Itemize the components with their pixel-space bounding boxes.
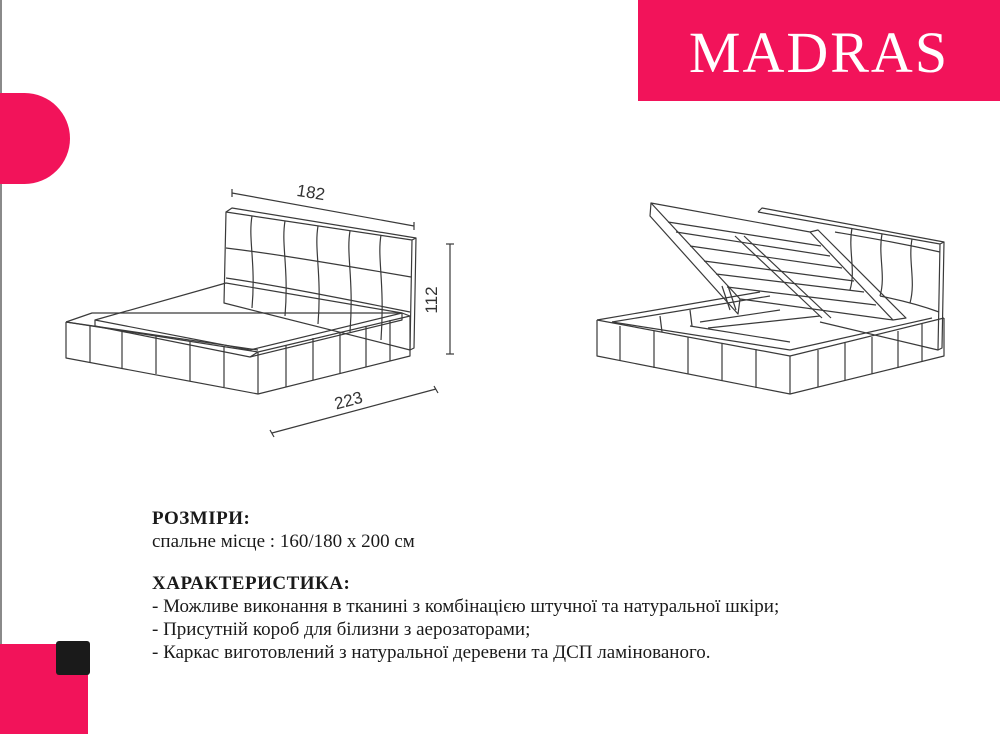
sleeping-place-text: спальне місце : 160/180 х 200 см	[152, 531, 415, 552]
sizes-heading: РОЗМІРИ:	[152, 508, 251, 529]
feature-item: - Присутній короб для білизни з аерозаторами;	[152, 619, 531, 640]
brand-title: MADRAS	[688, 19, 950, 85]
features-heading: ХАРАКТЕРИСТИКА:	[152, 573, 351, 594]
closed-bed-drawing	[66, 208, 416, 394]
dimension-223-label: 223	[332, 387, 365, 414]
black-marker-square	[56, 641, 90, 675]
open-bed-drawing	[597, 203, 944, 394]
dimension-182-label: 182	[295, 180, 327, 205]
specification-block	[152, 508, 972, 664]
dimension-112-label: 112	[422, 286, 441, 314]
feature-item: - Каркас виготовлений з натуральної деревени та ДСП ламінованого.	[152, 642, 711, 663]
feature-item: - Можливе виконання в тканині з комбінацією штучної та натуральної шкіри;	[152, 596, 780, 617]
